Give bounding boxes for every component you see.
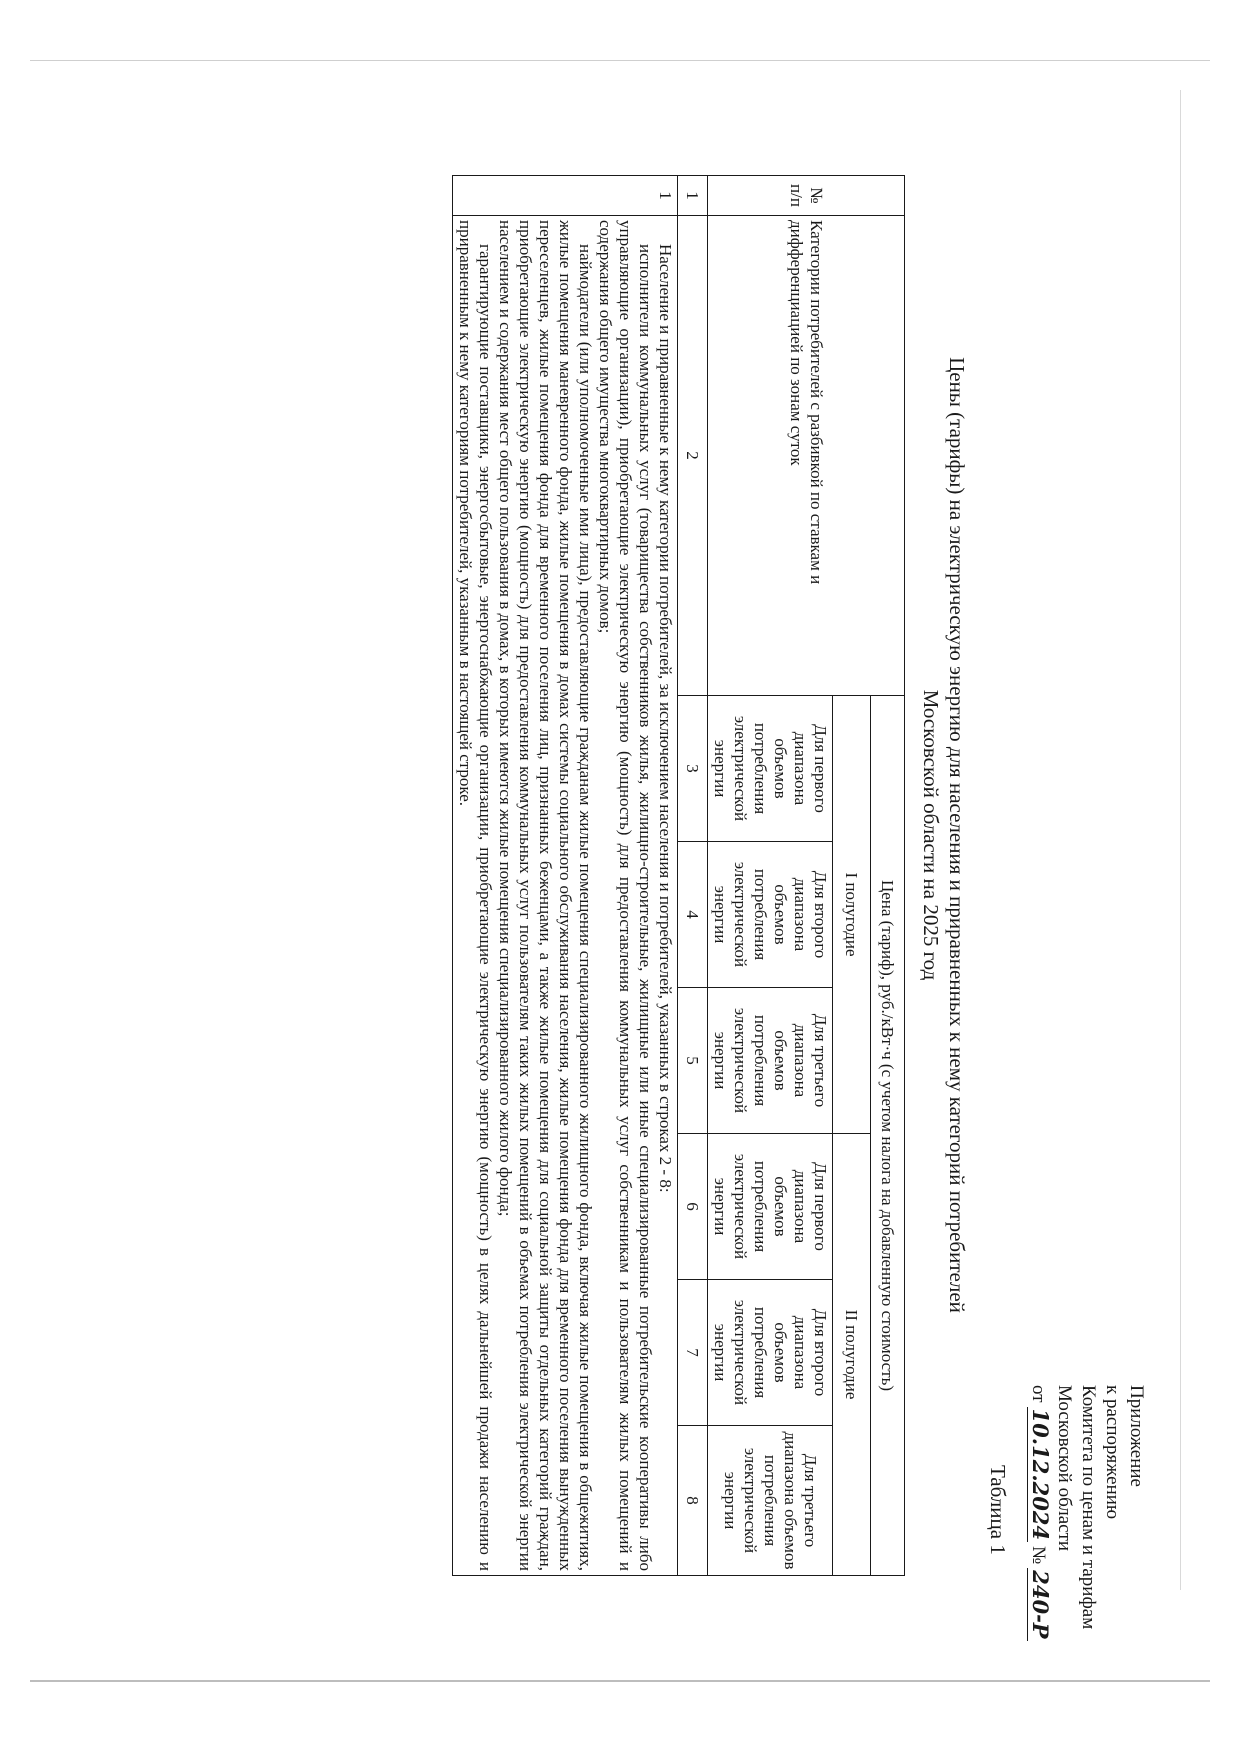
row-paragraph: гарантирующие поставщики, энергосбытовые, энергоснабжающие организации, приобретающие электрическую энергию (мощность) в целях дальнейшей продажи населению и приравненным к нему категориям потребителей, указанным в настоящей строке. [456,220,495,1571]
table-label: Таблица 1 [986,1465,1010,1555]
appendix-block [1026,1385,1148,1641]
document-title [918,135,970,1535]
header-range-2: Для второго диапазона объемов потребления электрической энергии [708,1280,833,1426]
header-range-2: Для второго диапазона объемов потребления электрической энергии [708,842,833,988]
header-range-1: Для первого диапазона объемов потребления электрической энергии [708,1134,833,1280]
column-number: 7 [678,1280,708,1426]
row-number: 1 [453,176,678,216]
row-category-text [453,216,678,1576]
scan-edge-bottom [30,1680,1210,1682]
column-number: 2 [678,216,708,696]
column-number: 5 [678,988,708,1134]
appendix-line: Комитета по ценам и тарифам [1078,1385,1099,1630]
handwritten-date: 10.12.2024 [1028,1408,1053,1541]
header-range-3: Для третьего диапазона объемов потребления электрической энергии [708,1426,833,1576]
column-number: 6 [678,1134,708,1280]
column-number: 1 [678,176,708,216]
appendix-line: Приложение [1126,1385,1147,1487]
handwritten-number: 240-Р [1028,1570,1053,1639]
row-paragraph: наймодатели (или уполномоченные ими лица), предоставляющие гражданам жилые помещения специализированного жилищного фонда, включая жилые помещения в общежитиях, жилые помещения маневренного фонда, жилые помещения в домах системы социального обслуживания населения, жилые помещения фонда для временного поселения вынужденных переселенцев, жилые помещения фонда для временного поселения лиц, признанных беженцами, а также жилые помещения для социальной защиты отдельных категорий граждан, приобретающие электрическую энергию (мощность) для предоставления коммунальных услуг пользователям таких жилых помещений в объемах потребления электрической энергии населением и содержания мест общего пользования в домах, в которых имеются жилые помещения специализированного жилого фонда; [496,220,595,1571]
header-category: Категории потребителей с разбивкой по ставкам и дифференциацией по зонам суток [708,216,905,696]
header-num: № п/п [708,176,905,216]
column-number: 3 [678,696,708,842]
header-range-3: Для третьего диапазона объемов потребления электрической энергии [708,988,833,1134]
title-line: Московской области на 2025 год [919,689,943,981]
column-number: 8 [678,1426,708,1576]
row-paragraph: исполнители коммунальных услуг (товарищества собственников жилья, жилищно-строительные, жилищные или иные специализированные потребительские кооперативы либо управляющие организации), приобретающие электрическую энергию (мощность) для предоставления коммунальных услуг собственникам и пользователям жилых помещений и содержания общего имущества многоквартирных домов; [596,220,655,1571]
title-line: Цены (тарифы) на электрическую энергию для населения и приравненных к нему категорий потребителей [945,357,969,1313]
header-half-1: I полугодие [833,696,871,1134]
header-price: Цена (тариф), руб./кВт·ч (с учетом налога на добавленную стоимость) [871,696,905,1576]
table-row [453,176,678,1576]
rotated-page [140,75,1240,1675]
appendix-line: Московской области [1054,1385,1075,1552]
scan-edge-top [30,60,1210,61]
tariff-table [452,175,905,1576]
date-prefix: от [1028,1385,1049,1403]
header-range-1: Для первого диапазона объемов потребления электрической энергии [708,696,833,842]
appendix-date-number [1026,1385,1052,1641]
appendix-line: к распоряжению [1102,1385,1123,1520]
number-prefix: № [1028,1546,1049,1565]
header-half-2: II полугодие [833,1134,871,1576]
row-paragraph: Население и приравненные к нему категории потребителей, за исключением населения и потребителей, указанных в строках 2 - 8: [656,244,675,1193]
column-number: 4 [678,842,708,988]
